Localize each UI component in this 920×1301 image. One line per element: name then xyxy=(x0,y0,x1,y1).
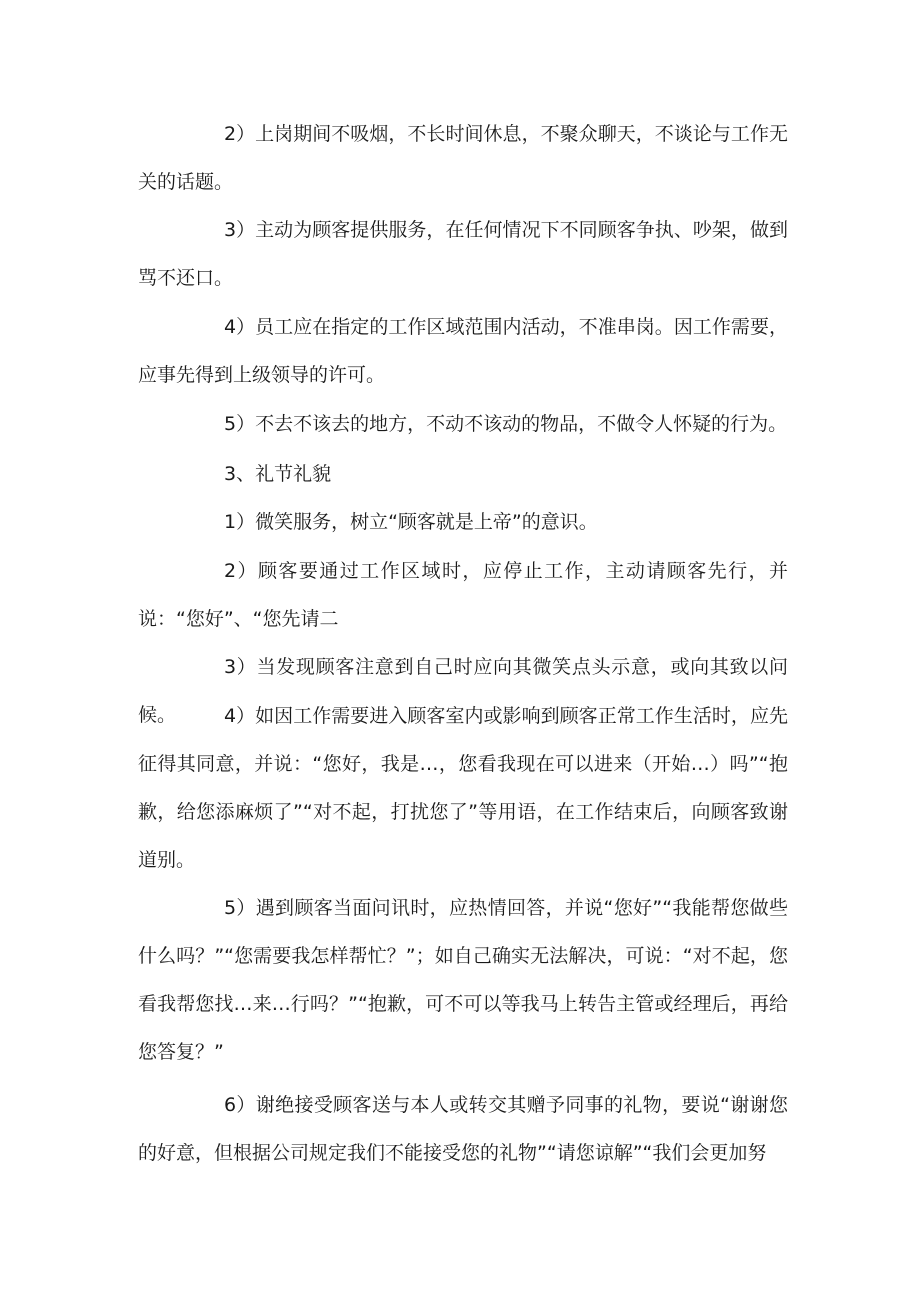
paragraph-3: 4）员工应在指定的工作区域范围内活动，不准串岗。因工作需要，应事先得到上级领导的许可。 xyxy=(138,316,788,386)
paragraph-10: 6）谢绝接受顾客送与本人或转交其赠予同事的礼物，要说“谢谢您的好意，但根据公司规定我们不能接受您的礼物”“请您谅解”“我们会更加努 xyxy=(138,1094,788,1164)
section-heading-etiquette: 3、礼节礼貌 xyxy=(224,463,332,485)
paragraph-2: 3）主动为顾客提供服务，在任何情况下不同顾客争执、吵架，做到骂不还口。 xyxy=(138,219,788,289)
paragraph-4: 5）不去不该去的地方，不动不该动的物品，不做令人怀疑的行为。 xyxy=(224,413,788,435)
paragraph-8: 4）如因工作需要进入顾客室内或影响到顾客正常工作生活时，应先征得其同意，并说：“您好，我是…，您看我现在可以进来（开始…）吗”“抱歉，给您添麻烦了”“对不起，打扰您了”等用语，在工作结束后，向顾客致谢道别。 xyxy=(138,705,788,871)
paragraph-7: 3）当发现顾客注意到自己时应向其微笑点头示意，或向其致以问候。 xyxy=(138,656,788,726)
paragraph-1: 2）上岗期间不吸烟，不长时间休息，不聚众聊天，不谈论与工作无关的话题。 xyxy=(138,123,788,193)
paragraph-9: 5）遇到顾客当面问讯时，应热情回答，并说“您好”“我能帮您做些什么吗？”“您需要我怎样帮忙？”；如自己确实无法解决，可说：“对不起，您看我帮您找…来…行吗？”“抱歉，可不可以等我马上转告主管或经理后，再给您答复？” xyxy=(138,897,788,1063)
paragraph-5: 1）微笑服务，树立“顾客就是上帝”的意识。 xyxy=(224,511,598,533)
paragraph-6: 2）顾客要通过工作区域时，应停止工作，主动请顾客先行，并说：“您好”、“您先请二 xyxy=(138,560,788,630)
